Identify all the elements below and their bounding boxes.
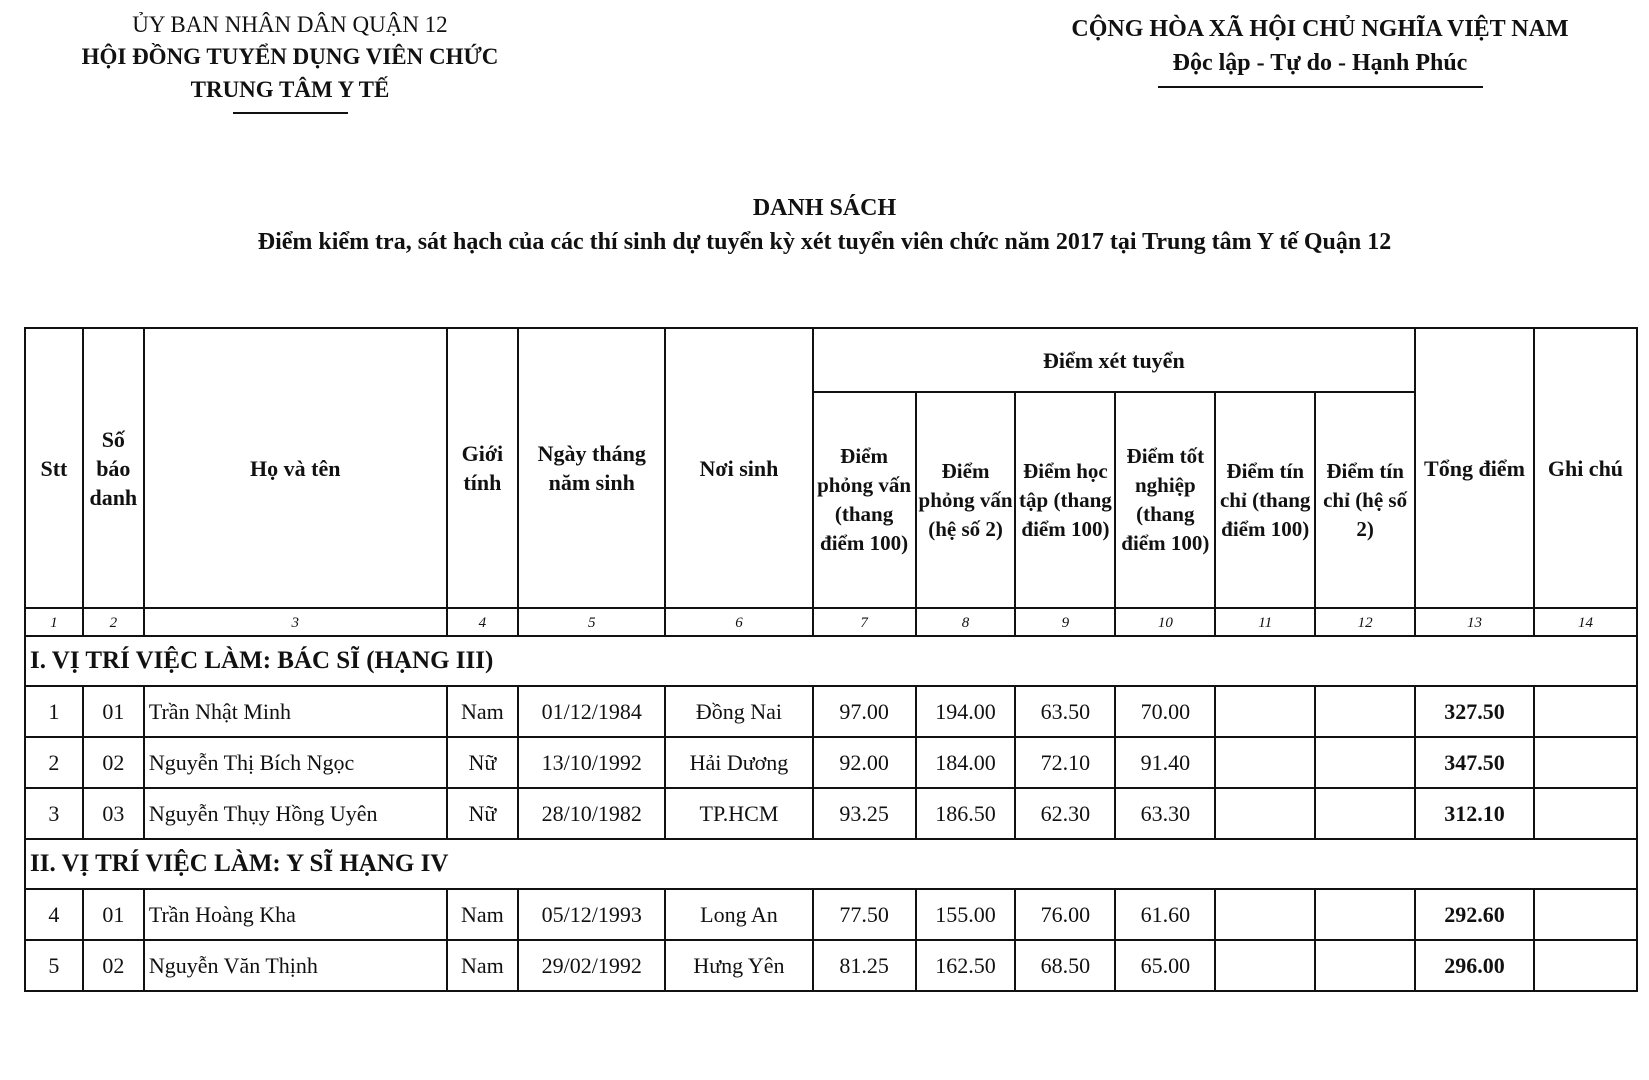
cell-credit-100 xyxy=(1215,788,1315,839)
cell-note xyxy=(1534,940,1637,991)
cell-study-100: 76.00 xyxy=(1015,889,1115,940)
cell-interview-x2: 194.00 xyxy=(916,686,1016,737)
cell-dob: 29/02/1992 xyxy=(518,940,665,991)
cell-credit-x2 xyxy=(1315,737,1415,788)
header-study-100: Điểm học tập (thang điểm 100) xyxy=(1015,392,1115,608)
column-number: 14 xyxy=(1534,608,1637,636)
header-interview-100: Điểm phỏng vấn (thang điểm 100) xyxy=(813,392,916,608)
table-row xyxy=(25,686,1637,737)
cell-birthplace: Hưng Yên xyxy=(665,940,812,991)
header-interview-x2: Điểm phỏng vấn (hệ số 2) xyxy=(916,392,1016,608)
header-dob: Ngày tháng năm sinh xyxy=(518,328,665,608)
cell-total: 312.10 xyxy=(1415,788,1534,839)
issuer-authority: ỦY BAN NHÂN DÂN QUẬN 12 xyxy=(132,12,448,37)
header-sbd: Số báo danh xyxy=(83,328,144,608)
cell-sbd: 02 xyxy=(83,737,144,788)
cell-name: Trần Nhật Minh xyxy=(144,686,447,737)
cell-name: Nguyễn Văn Thịnh xyxy=(144,940,447,991)
cell-stt: 5 xyxy=(25,940,83,991)
column-number: 3 xyxy=(144,608,447,636)
section-row xyxy=(25,839,1637,889)
title-subtitle: Điểm kiểm tra, sát hạch của các thí sinh dự tuyển kỳ xét tuyển viên chức năm 2017 tại Trung tâm Y tế Quận 12 xyxy=(257,229,1392,255)
column-number-row xyxy=(25,608,1637,636)
section-title-doctor: I. VỊ TRÍ VIỆC LÀM: BÁC SĨ (HẠNG III) xyxy=(25,636,1637,686)
header-birthplace: Nơi sinh xyxy=(665,328,812,608)
cell-note xyxy=(1534,686,1637,737)
table-row xyxy=(25,889,1637,940)
column-number: 13 xyxy=(1415,608,1534,636)
cell-graduation-100: 61.60 xyxy=(1115,889,1215,940)
cell-interview-x2: 155.00 xyxy=(916,889,1016,940)
cell-sbd: 03 xyxy=(83,788,144,839)
cell-study-100: 68.50 xyxy=(1015,940,1115,991)
cell-credit-100 xyxy=(1215,940,1315,991)
header-total: Tổng điểm xyxy=(1415,328,1534,608)
cell-name: Trần Hoàng Kha xyxy=(144,889,447,940)
national-motto: Độc lập - Tự do - Hạnh Phúc xyxy=(1172,50,1468,76)
title-main: DANH SÁCH xyxy=(752,195,897,221)
header-credit-100: Điểm tín chỉ (thang điểm 100) xyxy=(1215,392,1315,608)
cell-dob: 05/12/1993 xyxy=(518,889,665,940)
table-row xyxy=(25,788,1637,839)
column-number: 5 xyxy=(518,608,665,636)
cell-gender: Nam xyxy=(447,686,519,737)
cell-sbd: 01 xyxy=(83,889,144,940)
section-title-assistant-doctor: II. VỊ TRÍ VIỆC LÀM: Y SĨ HẠNG IV xyxy=(25,839,1637,889)
national-header xyxy=(1040,12,1600,88)
cell-study-100: 63.50 xyxy=(1015,686,1115,737)
cell-gender: Nam xyxy=(447,940,519,991)
cell-gender: Nữ xyxy=(447,788,519,839)
cell-credit-x2 xyxy=(1315,686,1415,737)
cell-birthplace: TP.HCM xyxy=(665,788,812,839)
cell-stt: 1 xyxy=(25,686,83,737)
cell-interview-100: 77.50 xyxy=(813,889,916,940)
header-gender: Giới tính xyxy=(447,328,519,608)
cell-sbd: 02 xyxy=(83,940,144,991)
cell-credit-100 xyxy=(1215,889,1315,940)
cell-total: 347.50 xyxy=(1415,737,1534,788)
motto-underline xyxy=(1158,86,1483,88)
column-number: 6 xyxy=(665,608,812,636)
cell-graduation-100: 65.00 xyxy=(1115,940,1215,991)
header-name: Họ và tên xyxy=(144,328,447,608)
cell-interview-100: 81.25 xyxy=(813,940,916,991)
issuer-council: HỘI ĐỒNG TUYỂN DỤNG VIÊN CHỨC xyxy=(81,44,499,69)
cell-note xyxy=(1534,737,1637,788)
cell-interview-100: 92.00 xyxy=(813,737,916,788)
cell-study-100: 72.10 xyxy=(1015,737,1115,788)
column-number: 11 xyxy=(1215,608,1315,636)
issuer-unit: TRUNG TÂM Y TẾ xyxy=(190,77,390,102)
cell-credit-x2 xyxy=(1315,940,1415,991)
cell-interview-x2: 162.50 xyxy=(916,940,1016,991)
cell-stt: 4 xyxy=(25,889,83,940)
cell-credit-100 xyxy=(1215,686,1315,737)
table-row xyxy=(25,940,1637,991)
header-credit-x2: Điểm tín chỉ (hệ số 2) xyxy=(1315,392,1415,608)
section-row xyxy=(25,636,1637,686)
cell-birthplace: Đồng Nai xyxy=(665,686,812,737)
issuer-underline xyxy=(233,112,348,114)
cell-interview-100: 93.25 xyxy=(813,788,916,839)
header-note: Ghi chú xyxy=(1534,328,1637,608)
score-table xyxy=(24,327,1638,992)
cell-name: Nguyễn Thụy Hồng Uyên xyxy=(144,788,447,839)
document-title xyxy=(0,192,1649,260)
cell-dob: 01/12/1984 xyxy=(518,686,665,737)
cell-total: 327.50 xyxy=(1415,686,1534,737)
cell-gender: Nam xyxy=(447,889,519,940)
cell-birthplace: Long An xyxy=(665,889,812,940)
cell-credit-x2 xyxy=(1315,788,1415,839)
column-number: 9 xyxy=(1015,608,1115,636)
column-number: 10 xyxy=(1115,608,1215,636)
column-number: 12 xyxy=(1315,608,1415,636)
cell-interview-x2: 186.50 xyxy=(916,788,1016,839)
cell-interview-100: 97.00 xyxy=(813,686,916,737)
table-row xyxy=(25,737,1637,788)
cell-stt: 2 xyxy=(25,737,83,788)
header-score-group: Điểm xét tuyển xyxy=(813,328,1416,392)
cell-total: 296.00 xyxy=(1415,940,1534,991)
cell-graduation-100: 70.00 xyxy=(1115,686,1215,737)
cell-graduation-100: 91.40 xyxy=(1115,737,1215,788)
header-graduation-100: Điểm tốt nghiệp (thang điểm 100) xyxy=(1115,392,1215,608)
cell-dob: 28/10/1982 xyxy=(518,788,665,839)
issuer-header xyxy=(30,10,550,114)
cell-sbd: 01 xyxy=(83,686,144,737)
column-number: 4 xyxy=(447,608,519,636)
cell-credit-100 xyxy=(1215,737,1315,788)
cell-name: Nguyễn Thị Bích Ngọc xyxy=(144,737,447,788)
column-number: 1 xyxy=(25,608,83,636)
cell-dob: 13/10/1992 xyxy=(518,737,665,788)
column-number: 7 xyxy=(813,608,916,636)
cell-gender: Nữ xyxy=(447,737,519,788)
cell-study-100: 62.30 xyxy=(1015,788,1115,839)
column-number: 2 xyxy=(83,608,144,636)
national-title: CỘNG HÒA XÃ HỘI CHỦ NGHĨA VIỆT NAM xyxy=(1071,16,1569,42)
cell-note xyxy=(1534,889,1637,940)
header-stt: Stt xyxy=(25,328,83,608)
cell-total: 292.60 xyxy=(1415,889,1534,940)
cell-stt: 3 xyxy=(25,788,83,839)
column-number: 8 xyxy=(916,608,1016,636)
cell-note xyxy=(1534,788,1637,839)
cell-graduation-100: 63.30 xyxy=(1115,788,1215,839)
cell-credit-x2 xyxy=(1315,889,1415,940)
cell-birthplace: Hải Dương xyxy=(665,737,812,788)
cell-interview-x2: 184.00 xyxy=(916,737,1016,788)
